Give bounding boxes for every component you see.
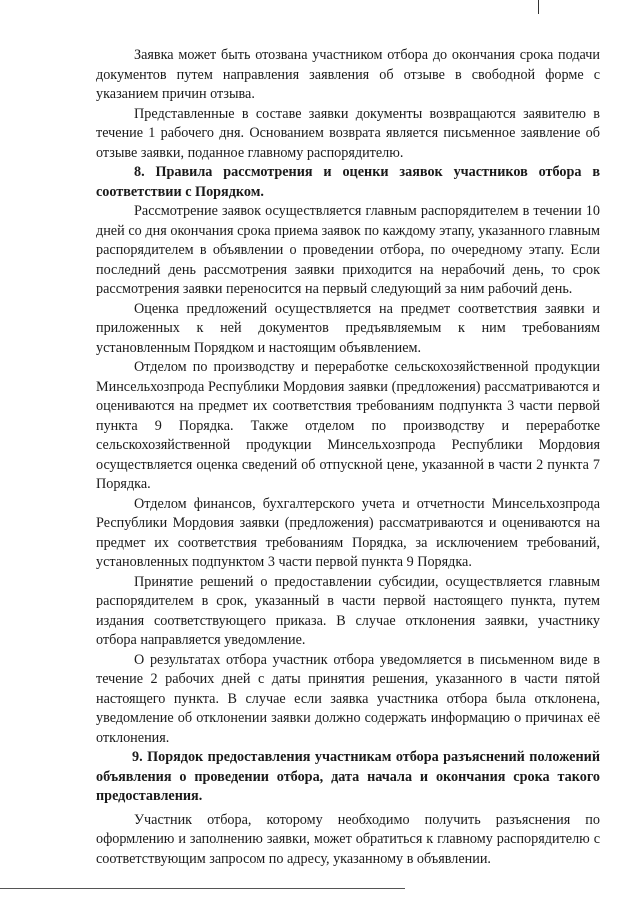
paragraph-evaluation: Оценка предложений осуществляется на предмет соответствия заявки и приложенных к ней документов предъявляемым к ним требованиям установленным Порядком и настоящим объявлением. [96,300,600,356]
paragraph-finance-department: Отделом финансов, бухгалтерского учета и отчетности Минсельхозпрода Республики Мордовия заявки (предложения) рассматриваются и оцениваются на предмет их соответствия требованиям Порядка, за исключением требований, установленных подпунктом 3 части первой пункта 9 Порядка. [96,495,600,570]
paragraph-notification: О результатах отбора участник отбора уведомляется в письменном виде в течение 2 рабочих дней с даты принятия решения, указанного в части пятой настоящего пункта. В случае если заявка участника отбора была отклонена, уведомление об отклонении заявки должно содержать информацию о причинах её отклонения. [96,651,600,746]
paragraph-withdrawal: Заявка может быть отозвана участником отбора до окончания срока подачи документов путем направления заявления об отзыве в свободной форме с указанием причин отзыва. [96,47,600,102]
section-8-heading: 8. Правила рассмотрения и оценки заявок участников отбора в соответствии с Порядком. [96,164,600,200]
document-page [96,46,600,869]
paragraph-review-terms: Рассмотрение заявок осуществляется главным распорядителем в течении 10 дней со дня окончания срока приема заявок по каждому этапу, указанного главным распорядителем в объявлении о проведении отбора, по очередному этапу. Если последний день рассмотрения заявки приходится на нерабочий день, то срок рассмотрения заявки переносится на первый следующий за ним рабочий день. [96,203,600,297]
scan-margin-mark [538,0,539,14]
footer-rule [0,888,405,889]
section-9-heading: 9. Порядок предоставления участникам отбора разъяснений положений объявления о проведении отбора, дата начала и окончания срока такого предоставления. [96,749,600,804]
paragraph-clarifications: Участник отбора, которому необходимо получить разъяснения по оформлению и заполнению заявки, может обратиться к главному распорядителю с соответствующим запросом по адресу, указанному в объявлении. [96,811,600,867]
paragraph-production-department: Отделом по производству и переработке сельскохозяйственной продукции Минсельхозпрода Республики Мордовия заявки (предложения) рассматриваются и оцениваются на предмет их соответствия требованиям подпункта 3 части первой пункта 9 Порядка. Также отделом по производству и переработке сельскохозяйственной продукции Минсельхозпрода Республики Мордовия осуществляется оценка сведений об отпускной цене, указанной в части 2 пункта 7 Порядка. [96,359,600,492]
paragraph-decision: Принятие решений о предоставлении субсидии, осуществляется главным распорядителем в срок, указанный в части первой настоящего пункта, путем издания соответствующего приказа. В случае отклонения заявки, участнику отбора направляется уведомление. [96,573,600,648]
paragraph-return-documents: Представленные в составе заявки документы возвращаются заявителю в течение 1 рабочего дня. Основанием возврата является письменное заявление об отзыве заявки, поданное главному распорядителю. [96,105,600,161]
